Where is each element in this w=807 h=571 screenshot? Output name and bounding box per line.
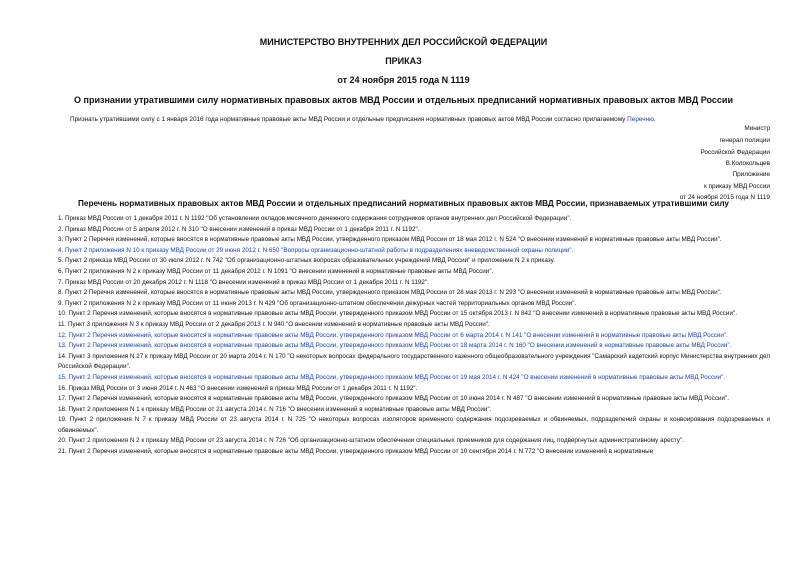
signature-rank: генерал полиции [719,137,770,144]
list-item: 2. Приказ МВД России от 5 апреля 2012 г. N 310 "О внесении изменений в приказ МВД России от 1 декабря 2011 г. N 1192". [58,225,420,233]
list-item[interactable]: 4. Пункт 2 приложения N 10 к приказу МВД России от 29 июня 2012 г. N 650 "Вопросы организационно-штатной работы в подразделениях вневедомственной охраны полиции". [58,246,574,254]
signature-title: Министр [744,125,770,132]
intro-text: Признать утратившими силу с 1 января 2016 года нормативные правовые акты МВД России и отдельные предписания нормативных правовых актов МВД России согласно прилагаемому [70,116,628,123]
appendix-label: Приложение [732,171,770,178]
intro-paragraph [70,116,656,123]
list-item: 14. Пункт 3 приложения N 27 к приказу МВД России от 20 марта 2014 г. N 170 "О некоторых вопросах федерального государственного казенного общеобразовательного учреждения "Самарский кадетский корпус Министерства внутренних дел Российской Федерации". [58,352,770,371]
list-item: 8. Пункт 2 Перечня изменений, которые вносятся в нормативные правовые акты МВД России, утвержденного приказом МВД России от 28 мая 2013 г. N 293 "О внесении изменений в нормативные правовые акты МВД России". [58,289,722,297]
intro-end: . [653,116,656,123]
list-item: 1. Приказ МВД России от 1 декабря 2011 г. N 1192 "Об установлении окладов месячного денежного содержания сотрудников органов внутренних дел Российской Федерации". [58,215,572,222]
list-item: 7. Приказ МВД России от 20 декабря 2012 г. N 1118 "О внесении изменений в приказ МВД России от 1 декабря 2011 г. N 1192". [58,278,429,286]
list-item: 19. Пункт 2 приложения N 7 к приказу МВД России от 23 августа 2014 г. N 725 "О некоторых вопросах изоляторов временного содержания подозреваемых и обвиняемых, подразделений охраны и конвоирования подозреваемых и обвиняемых". [58,416,770,434]
list-item: 5. Пункт 2 приказа МВД России от 30 июля 2012 г. N 742 "Об организационно-штатных вопросах образовательных учреждений МВД России" и приложение N 2 к приказу. [58,257,555,265]
list-item: 18. Пункт 2 приложения N 1 к приказу МВД России от 21 августа 2014 г. N 716 "О внесении изменений в нормативные правовые акты МВД России". [58,405,492,413]
list-item: 6. Пункт 2 приложения N 2 к приказу МВД России от 11 декабря 2012 г. N 1091 "О внесении изменений в нормативные правовые акты МВД России". [58,267,494,275]
subject-heading: О признании утратившими силу нормативных правовых актов МВД России и отдельных предписаний нормативных правовых актов МВД России [74,95,733,105]
appendix-order: к приказу МВД России [703,183,770,190]
list-item[interactable]: 12. Пункт 2 Перечня изменений, которые вносятся в нормативные правовые акты МВД России, утвержденного приказом МВД России от 6 марта 2014 г. N 141 "О внесении изменений в нормативные правовые акты МВД России". [58,331,728,339]
signature-country: Российской Федерации [700,149,770,156]
list-item: 17. Пункт 2 Перечня изменений, которые вносятся в нормативные правовые акты МВД России, утвержденного приказом МВД России от 10 июня 2014 г. N 487 "О внесении изменений в нормативные правовые акты МВД России". [58,395,730,403]
list-link[interactable]: Перечню [627,116,654,123]
list-item: 11. Пункт 3 приложения N 3 к приказу МВД России от 2 декабря 2013 г. N 940 "О внесении изменений в нормативные правовые акты МВД России". [58,320,490,328]
list-item[interactable]: 13. Пункт 2 Перечня изменений, которые вносятся в нормативные правовые акты МВД России, утвержденного приказом МВД России от 18 марта 2014 г. N 160 "О внесении изменений в нормативные правовые акты МВД России". [58,342,732,350]
list-item: 16. Приказ МВД России от 3 июня 2014 г. N 463 "О внесении изменений в приказ МВД России от 1 декабря 2011 г. N 1192". [58,384,418,392]
items-list [52,214,770,458]
date-number-heading: от 24 ноября 2015 года N 1119 [337,75,470,85]
list-item: 20. Пункт 2 приложения N 2 к приказу МВД России от 23 августа 2014 г. N 726 "Об организационно-штатном обеспечении специальных приемников для содержания лиц, подвергнутых административному аресту". [58,437,684,445]
list-item: 21. Пункт 2 Перечня изменений, которые вносятся в нормативные правовые акты МВД России, утвержденного приказом МВД России от 10 сентября 2014 г. N 772 "О внесении изменений в нормативные [58,448,654,456]
list-item[interactable]: 15. Пункт 2 Перечня изменений, которые вносятся в нормативные правовые акты МВД России, утвержденного приказом МВД России от 19 мая 2014 г. N 424 "О внесении изменений в нормативные правовые акты МВД России". [58,373,726,381]
list-item: 3. Пункт 2 Перечня изменений, которые вносятся в нормативные правовые акты МВД России, утвержденного приказом МВД России от 18 мая 2012 г. N 524 "О внесении изменений в нормативные правовые акты МВД России". [58,236,722,244]
signature-name: В.Колокольцев [725,160,770,167]
list-title: Перечень нормативных правовых актов МВД России и отдельных предписаний нормативных правовых актов МВД России, признаваемых утратившими силу [78,199,729,208]
list-item: 9. Пункт 2 приложения N 2 к приказу МВД России от 11 июня 2013 г. N 429 "Об организационно-штатном обеспечении дежурных частей территориальных органов МВД России". [58,299,577,307]
ministry-heading: МИНИСТЕРСТВО ВНУТРЕННИХ ДЕЛ РОССИЙСКОЙ ФЕДЕРАЦИИ [259,37,548,47]
doc-type-heading: ПРИКАЗ [385,56,422,66]
appendix-date: от 24 ноября 2015 года N 1119 [679,194,770,201]
list-item: 10. Пункт 2 Перечня изменений, которые вносятся в нормативные правовые акты МВД России, утвержденного приказом МВД России от 15 октября 2013 г. N 842 "О внесении изменений в нормативные правовые акты МВД России". [58,310,737,318]
